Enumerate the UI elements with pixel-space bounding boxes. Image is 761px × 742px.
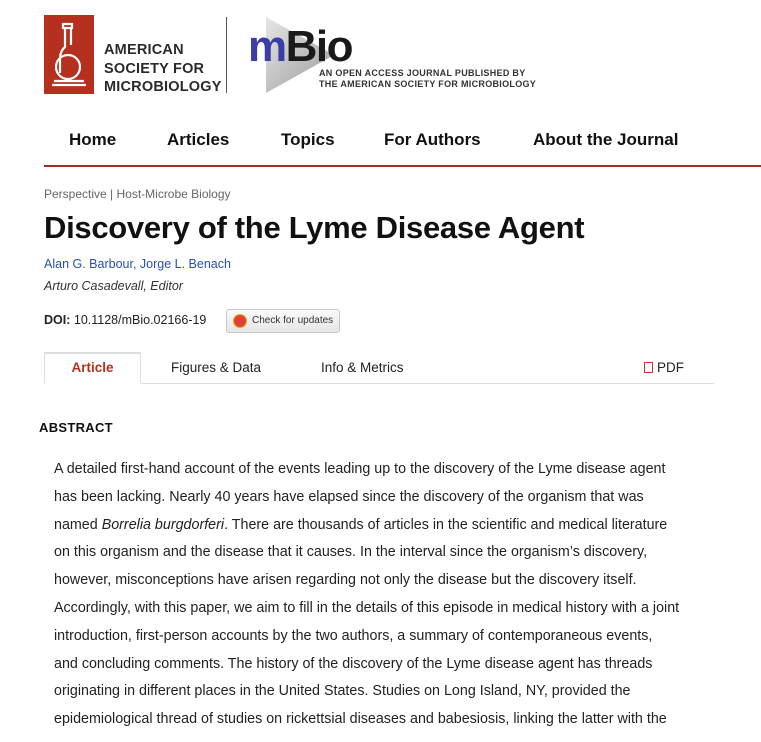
asm-wordmark <box>104 41 222 97</box>
organism-name: Borrelia burgdorferi <box>101 516 225 533</box>
asm-line-1: AMERICAN <box>104 42 184 58</box>
abstract-text: . There are thousands of articles in the scientific and medical literature <box>224 516 668 533</box>
tab-pdf-label: PDF <box>657 360 684 375</box>
mbio-tagline <box>319 68 536 90</box>
tab-info-metrics[interactable]: Info & Metrics <box>321 360 404 375</box>
microscope-icon <box>44 15 94 94</box>
mbio-logo-prefix: m <box>248 22 286 71</box>
abstract-body <box>54 456 734 734</box>
abstract-line: introduction, first-person accounts by the two authors, a summary of contemporaneous events, <box>54 627 653 644</box>
author-link-barbour[interactable]: Alan G. Barbour <box>44 257 133 271</box>
main-nav <box>44 118 761 167</box>
abstract-line: on this organism and the disease that it causes. In the interval since the organism’s discovery, <box>54 544 648 561</box>
check-updates-label: Check for updates <box>252 315 334 326</box>
doi-line <box>44 313 206 327</box>
tab-figures-data[interactable]: Figures & Data <box>171 360 262 375</box>
abstract-line: originating in different places in the United States. Studies on Long Island, NY, provided the <box>54 683 631 700</box>
abstract-text: named <box>54 516 102 533</box>
abstract-line: however, misconceptions have arisen regarding not only the disease but the discovery itself. <box>54 572 637 589</box>
asm-line-2: SOCIETY FOR <box>104 60 205 77</box>
nav-topics[interactable]: Topics <box>281 130 335 149</box>
mbio-tagline-2: THE AMERICAN SOCIETY FOR MICROBIOLOGY <box>319 79 537 89</box>
doi-value[interactable]: 10.1128/mBio.02166-19 <box>73 313 207 327</box>
abstract-line <box>54 512 734 540</box>
mbio-logo[interactable] <box>248 22 352 72</box>
mbio-logo-name: Bio <box>285 22 353 71</box>
article-section: Perspective | Host-Microbe Biology <box>44 187 231 201</box>
nav-about-journal[interactable]: About the Journal <box>533 130 679 149</box>
asm-logo[interactable] <box>44 15 94 94</box>
asm-line-3: MICROBIOLOGY <box>104 79 222 95</box>
article-title: Discovery of the Lyme Disease Agent <box>44 210 585 245</box>
check-updates-button[interactable] <box>226 309 340 333</box>
logo-divider <box>226 17 227 93</box>
tab-article[interactable]: Article <box>44 352 141 384</box>
author-link-benach[interactable]: Jorge L. Benach <box>139 257 231 271</box>
abstract-line: A detailed first-hand account of the events leading up to the discovery of the Lyme disease agent <box>54 461 666 477</box>
nav-for-authors[interactable]: For Authors <box>384 130 481 149</box>
abstract-line: and concluding comments. The history of the discovery of the Lyme disease agent has threads <box>54 655 653 672</box>
abstract-line: has been lacking. Nearly 40 years have elapsed since the discovery of the organism that was <box>54 488 644 505</box>
article-tabs <box>44 352 714 384</box>
tab-pdf[interactable] <box>644 352 684 383</box>
nav-articles[interactable]: Articles <box>167 130 230 149</box>
article-editor: Arturo Casadevall, Editor <box>44 279 183 293</box>
abstract-heading: ABSTRACT <box>39 420 113 435</box>
pdf-icon <box>644 362 653 373</box>
nav-home[interactable]: Home <box>69 130 117 149</box>
abstract-line: epidemiological thread of studies on rickettsial diseases and babesiosis, linking the latter with the <box>54 711 667 728</box>
author-list <box>44 257 231 271</box>
author-separator: , <box>132 257 140 271</box>
abstract-line: Accordingly, with this paper, we aim to fill in the details of this episode in medical history with a joint <box>54 599 680 616</box>
mbio-tagline-1: AN OPEN ACCESS JOURNAL PUBLISHED BY <box>319 68 526 78</box>
doi-label: DOI: <box>44 313 71 327</box>
crossmark-icon <box>233 314 247 328</box>
